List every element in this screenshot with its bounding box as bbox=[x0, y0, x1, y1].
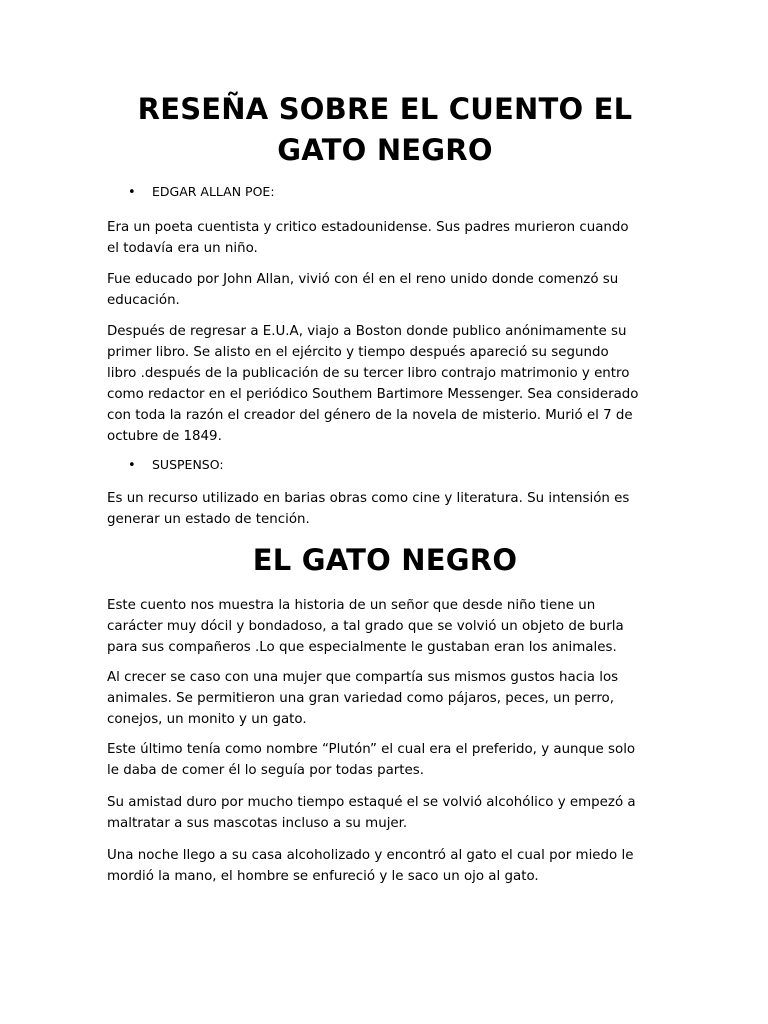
page-title-text: RESEÑA SOBRE EL CUENTO EL GATO NEGRO bbox=[137, 92, 633, 167]
author-heading: EDGAR ALLAN POE: bbox=[152, 184, 275, 199]
story-paragraph-1: Este cuento nos muestra la historia de un señor que desde niño tiene un carácter muy dócil y bondadoso, a tal grado que se volvió un objeto de burla para sus compañeros .Lo que especialmente le gustaban eran los animales. bbox=[107, 598, 624, 655]
bullet-heading-author bbox=[128, 182, 275, 203]
story-paragraph-4: Su amistad duro por mucho tiempo estaqué el se volvió alcohólico y empezó a maltratar a sus mascotas incluso a su mujer. bbox=[107, 795, 636, 831]
author-paragraph-3: Después de regresar a E.U.A, viajo a Boston donde publico anónimamente su primer libro. Se alisto en el ejército y tiempo después apareció su segundo libro .después de la publicación de su tercer libro contrajo matrimonio y entro como redactor en el periódico Southem Bartimore Messenger. Sea considerado con toda la razón el creador del género de la novela de misterio. Murió el 7 de octubre de 1849. bbox=[107, 324, 639, 444]
author-paragraph-1: Era un poeta cuentista y critico estadounidense. Sus padres murieron cuando el todavía era un niño. bbox=[107, 220, 629, 256]
story-paragraph-2: Al crecer se caso con una mujer que compartía sus mismos gustos hacia los animales. Se permitieron una gran variedad como pájaros, peces, un perro, conejos, un monito y un gato. bbox=[107, 670, 619, 727]
story-heading: EL GATO NEGRO bbox=[252, 543, 518, 577]
bullet-icon: • bbox=[128, 185, 136, 200]
story-paragraph-5: Una noche llego a su casa alcoholizado y encontró al gato el cual por miedo le mordió la mano, el hombre se enfureció y le saco un ojo al gato. bbox=[107, 848, 634, 884]
author-paragraph-2: Fue educado por John Allan, vivió con él en el reno unido donde comenzó su educación. bbox=[107, 272, 619, 308]
suspense-heading: SUSPENSO: bbox=[152, 457, 224, 472]
suspense-paragraph-1: Es un recurso utilizado en barias obras como cine y literatura. Su intensión es generar un estado de tención. bbox=[107, 491, 630, 527]
bullet-icon: • bbox=[128, 458, 136, 473]
bullet-heading-suspense bbox=[128, 455, 224, 476]
story-paragraph-3: Este último tenía como nombre “Plutón” el cual era el preferido, y aunque solo le daba de comer él lo seguía por todas partes. bbox=[107, 742, 636, 778]
page-title bbox=[107, 89, 663, 171]
